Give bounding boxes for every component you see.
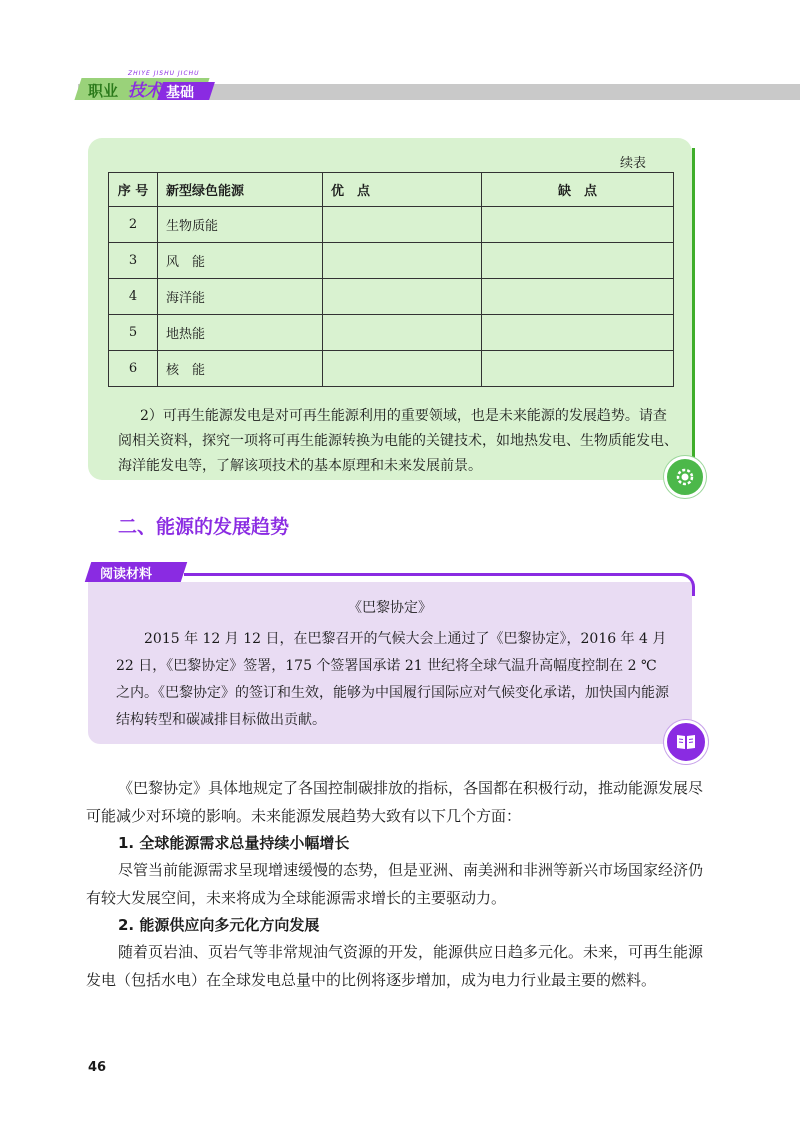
header-pinyin: ZHIYE JISHU JICHU	[128, 70, 200, 77]
cell-pros[interactable]	[323, 243, 482, 279]
reading-top-rule	[184, 573, 682, 576]
table-row	[109, 243, 674, 279]
reading-corner-rule	[672, 573, 695, 596]
header-band-start	[0, 84, 78, 100]
cell-no: 4	[109, 279, 158, 315]
cell-cons[interactable]	[482, 243, 674, 279]
cell-energy: 海洋能	[158, 279, 323, 315]
table-row	[109, 315, 674, 351]
reading-title: 《巴黎协定》	[348, 600, 432, 616]
table-continued-label: 续表	[620, 156, 647, 171]
cell-energy: 生物质能	[158, 207, 323, 243]
page-number: 46	[88, 1060, 107, 1075]
reading-body: 2015 年 12 月 12 日，在巴黎召开的气候大会上通过了《巴黎协定》，2016 年 4 月 22 日，《巴黎协定》签署，175 个签署国承诺 21 世纪将全球气温升高幅度控制在 2 ℃之内。《巴黎协定》的签订和生效，能够为中国履行国际应对气候变化承诺，加快国内能源结构转型和碳减排目标做出贡献。	[116, 631, 669, 728]
intro-paragraph: 《巴黎协定》具体地规定了各国控制碳排放的指标，各国都在积极行动，推动能源发展尽可能减少对环境的影响。未来能源发展趋势大致有以下几个方面：	[86, 779, 704, 825]
page-header	[0, 0, 800, 110]
table-row	[109, 351, 674, 387]
cell-no: 2	[109, 207, 158, 243]
cell-no: 6	[109, 351, 158, 387]
cell-cons[interactable]	[482, 207, 674, 243]
gear-icon	[664, 456, 706, 498]
activity-task-text: 2）可再生能源发电是对可再生能源利用的重要领域，也是未来能源的发展趋势。请查阅相关资料，探究一项将可再生能源转换为电能的关键技术，如地热发电、生物质能发电、海洋能发电等，了解该项技术的基本原理和未来发展前景。	[118, 408, 678, 474]
header-cell-no: 序 号	[109, 173, 158, 207]
reading-tab-label: 阅读材料	[100, 567, 153, 582]
section-title: 二、能源的发展趋势	[118, 516, 290, 538]
book-icon	[664, 720, 708, 764]
header-cell-cons: 缺 点	[482, 173, 674, 207]
cell-no: 5	[109, 315, 158, 351]
cell-cons[interactable]	[482, 315, 674, 351]
activity-side-rule	[692, 148, 695, 460]
subheading-demand: 1. 全球能源需求总量持续小幅增长	[118, 834, 350, 852]
header-cell-pros: 优 点	[323, 173, 482, 207]
header-word-jichu: 基础	[166, 85, 194, 101]
cell-no: 3	[109, 243, 158, 279]
cell-cons[interactable]	[482, 279, 674, 315]
subheading-supply: 2. 能源供应向多元化方向发展	[118, 916, 320, 934]
table-row	[109, 207, 674, 243]
supply-paragraph: 随着页岩油、页岩气等非常规油气资源的开发，能源供应日趋多元化。未来，可再生能源发电（包括水电）在全球发电总量中的比例将逐步增加，成为电力行业最主要的燃料。	[86, 943, 704, 989]
header-cell-energy: 新型绿色能源	[158, 173, 323, 207]
energy-table	[108, 172, 674, 387]
cell-energy: 风 能	[158, 243, 323, 279]
cell-energy: 核 能	[158, 351, 323, 387]
demand-paragraph: 尽管当前能源需求呈现增速缓慢的态势，但是亚洲、南美洲和非洲等新兴市场国家经济仍有较大发展空间，未来将成为全球能源需求增长的主要驱动力。	[86, 861, 704, 907]
cell-pros[interactable]	[323, 315, 482, 351]
cell-cons[interactable]	[482, 351, 674, 387]
cell-energy: 地热能	[158, 315, 323, 351]
header-word-jishu: 技术	[128, 81, 162, 101]
table-row	[109, 279, 674, 315]
cell-pros[interactable]	[323, 279, 482, 315]
header-word-zhiye: 职业	[88, 82, 119, 100]
table-header-row	[109, 173, 674, 207]
cell-pros[interactable]	[323, 207, 482, 243]
cell-pros[interactable]	[323, 351, 482, 387]
